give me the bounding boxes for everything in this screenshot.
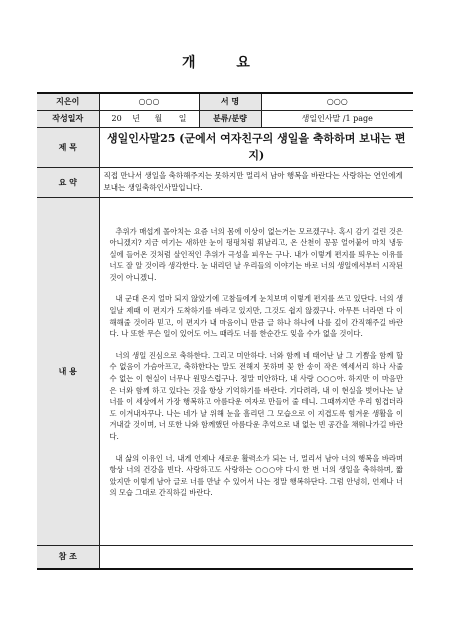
signature-value: ○○○: [261, 93, 413, 110]
summary-form-table: [37, 92, 413, 570]
date-day-unit: 일: [178, 114, 187, 123]
notes-value: [99, 545, 413, 569]
notes-label: 참 조: [37, 545, 99, 569]
date-year: 20: [111, 114, 122, 123]
date-month-unit: 월: [154, 114, 163, 123]
content-body: [99, 197, 413, 545]
author-label: 지은이: [37, 93, 99, 110]
date-row: [37, 110, 413, 127]
content-paragraph-2: 내 군대 온지 얼마 되지 않았기에 고참들에게 눈치보며 이렇게 편지를 쓰고 있단다. 너의 생일날 제때 이 편지가 도착하기를 바라고 있지만, 그것도 쉽지 않겠구나. 아무튼 너라면 다 이해해줄 것이라 믿고, 이 편지가 내 마음이니 만큼 글 하나 하나에 나를 깊이 간직해주길 바란다. 나 또한 무슨 일이 있어도 어느 때라도 너를 한순간도 잊을 수가 없을 것이다.: [109, 294, 403, 339]
summary-text: 직접 만나서 생일을 축하해주지는 못하지만 멀리서 남아 행복을 바란다는 사랑하는 연인에게 보내는 생일축하인사말입니다.: [99, 167, 413, 197]
subject-row: [37, 127, 413, 167]
summary-label: 요 약: [37, 167, 99, 197]
date-year-unit: 년: [132, 114, 140, 123]
signature-label: 서 명: [199, 93, 261, 110]
notes-row: [37, 545, 413, 569]
category-label: 분류/분량: [199, 110, 261, 127]
author-row: [37, 93, 413, 110]
category-value: 생일인사말 /1 page: [261, 110, 413, 127]
content-label: 내 용: [37, 197, 99, 545]
page-title: 개 요: [182, 55, 268, 71]
author-value: ○○○: [99, 93, 199, 110]
content-paragraph-1: 추위가 매섭게 몰아치는 요즘 너의 몸에 이상이 없는거는 모르겠구나. 혹시 감기 걸린 것은 아니겠지? 지금 여기는 새하얀 눈이 펑펑처럼 휘날리고, 온 산천이 꽁꽁 얼어붙어 마치 냉동실에 들어온 것처럼 살인적인 추위가 극성을 피우는 구나. 내가 이렇게 편지를 띄우는 이유를 너도 잘 알 것이라 생각한다. 눈 내리던 날 우리들의 이야기는 바로 너의 생일에서부터 시작된 것이 아니겠니.: [109, 226, 403, 282]
subject-label: 제 목: [37, 127, 99, 167]
content-row: [37, 197, 413, 545]
date-label: 작성일자: [37, 110, 99, 127]
summary-row: [37, 167, 413, 197]
content-paragraph-3: 너의 생일 진심으로 축하한다. 그리고 미안하다. 너와 함께 네 태어난 날 그 기쁨을 함께 할 수 없음이 가슴아프고, 축하한다는 말도 전해지 못하며 꽃 한 송이 작은 엑세서리 하나 사줄 수 없는 이 현실이 너무나 원망스럽구나. 정말 미안하다, 내 사랑 ○○○아. 하지만 이 마음만은 너와 함께 하고 있다는 것을 항상 기억하기를 바란다. 기다려라, 내 이 현실을 벗어나는 날 너를 이 세상에서 가장 행복하고 아름다운 여자로 만들어 줄 테니. 그때까지만 우리 힘겹더라도 이겨내자꾸나. 나는 네가 날 위해 눈을 흘리던 그 모습으로 이 지겹도록 힘겨운 생활을 이겨내갈 것이며, 너 또한 나와 함께했던 아름다운 추억으로 내 없는 빈 공간을 채워나가길 바란다.: [109, 350, 403, 441]
content-paragraph-4: 내 삶의 이유인 너, 내게 언제나 새로운 활력소가 되는 너, 멀리서 남아 너의 행복을 바라며 항상 너의 건강을 빈다. 사랑하고도 사랑하는 ○○○야 다시 한 번 너의 생일을 축하하며, 짧았지만 이렇게 남아 글로 너를 만날 수 있어서 나는 정말 행복하단다. 그럼 안녕히, 언제나 너의 모습 그대로 간직하길 바란다.: [109, 453, 403, 498]
date-value: [99, 110, 199, 127]
subject-text: 생일인사말25 (군에서 여자친구의 생일을 축하하며 보내는 편지): [99, 127, 413, 167]
